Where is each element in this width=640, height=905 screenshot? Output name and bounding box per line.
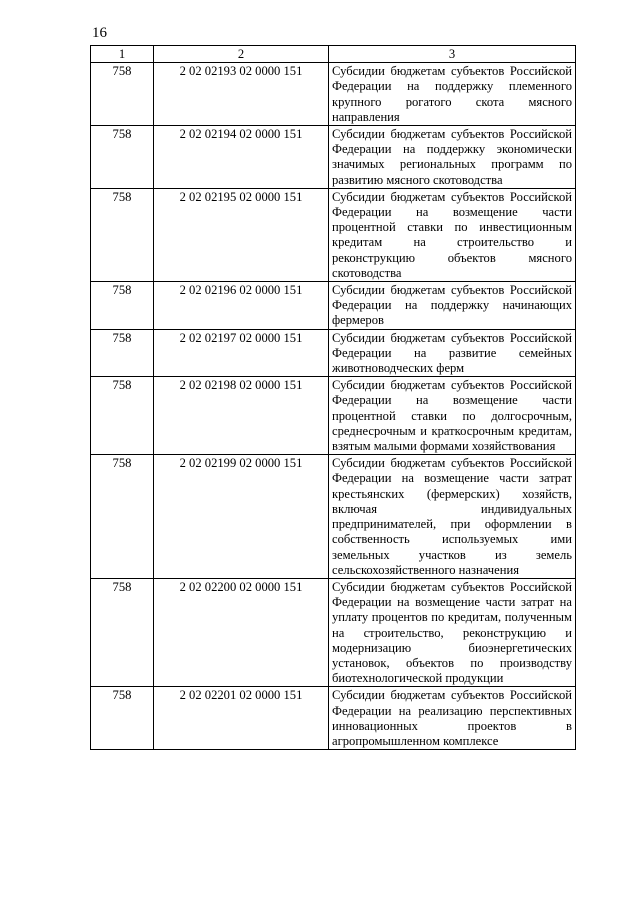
admin-code-cell: 758 [91, 578, 154, 686]
income-code-cell: 2 02 02195 02 0000 151 [154, 188, 329, 281]
admin-code-cell: 758 [91, 377, 154, 455]
table-row [91, 687, 576, 750]
admin-code-cell: 758 [91, 282, 154, 330]
income-code-cell: 2 02 02196 02 0000 151 [154, 282, 329, 330]
description-cell: Субсидии бюджетам субъектов Российской Федерации на развитие семейных животноводческих ферм [329, 329, 576, 377]
admin-code-cell: 758 [91, 455, 154, 579]
income-code-cell: 2 02 02198 02 0000 151 [154, 377, 329, 455]
description-cell: Субсидии бюджетам субъектов Российской Федерации на реализацию перспективных инновационных проектов в агропромышленном комплексе [329, 687, 576, 750]
income-code-cell: 2 02 02200 02 0000 151 [154, 578, 329, 686]
table-row [91, 578, 576, 686]
column-header-1: 1 [91, 46, 154, 63]
admin-code-cell: 758 [91, 188, 154, 281]
table-row [91, 282, 576, 330]
budget-classification-table [90, 45, 576, 750]
description-cell: Субсидии бюджетам субъектов Российской Федерации на поддержку экономически значимых региональных программ по развитию мясного скотоводства [329, 126, 576, 189]
description-cell: Субсидии бюджетам субъектов Российской Федерации на поддержку племенного крупного рогатого скота мясного направления [329, 63, 576, 126]
table-row [91, 126, 576, 189]
table-row [91, 455, 576, 579]
table-row [91, 63, 576, 126]
description-cell: Субсидии бюджетам субъектов Российской Федерации на возмещение части процентной ставки по инвестиционным кредитам на строительство и реконструкцию объектов мясного скотоводства [329, 188, 576, 281]
admin-code-cell: 758 [91, 126, 154, 189]
income-code-cell: 2 02 02201 02 0000 151 [154, 687, 329, 750]
admin-code-cell: 758 [91, 687, 154, 750]
table-row [91, 329, 576, 377]
description-cell: Субсидии бюджетам субъектов Российской Федерации на возмещение части затрат на уплату процентов по кредитам, полученным на строительство, реконструкцию и модернизацию биоэнергетических установок, объектов по производству биотехнологической продукции [329, 578, 576, 686]
income-code-cell: 2 02 02199 02 0000 151 [154, 455, 329, 579]
table-row [91, 188, 576, 281]
page-number: 16 [92, 25, 107, 41]
admin-code-cell: 758 [91, 329, 154, 377]
table-header-row [91, 46, 576, 63]
table-row [91, 377, 576, 455]
admin-code-cell: 758 [91, 63, 154, 126]
column-header-2: 2 [154, 46, 329, 63]
description-cell: Субсидии бюджетам субъектов Российской Федерации на возмещение части затрат крестьянских (фермерских) хозяйств, включая индивидуальных предпринимателей, при оформлении в собственность используемых ими земельных участков из земель сельскохозяйственного назначения [329, 455, 576, 579]
income-code-cell: 2 02 02193 02 0000 151 [154, 63, 329, 126]
income-code-cell: 2 02 02194 02 0000 151 [154, 126, 329, 189]
description-cell: Субсидии бюджетам субъектов Российской Федерации на возмещение части процентной ставки по долгосрочным, среднесрочным и краткосрочным кредитам, взятым малыми формами хозяйствования [329, 377, 576, 455]
description-cell: Субсидии бюджетам субъектов Российской Федерации на поддержку начинающих фермеров [329, 282, 576, 330]
income-code-cell: 2 02 02197 02 0000 151 [154, 329, 329, 377]
column-header-3: 3 [329, 46, 576, 63]
